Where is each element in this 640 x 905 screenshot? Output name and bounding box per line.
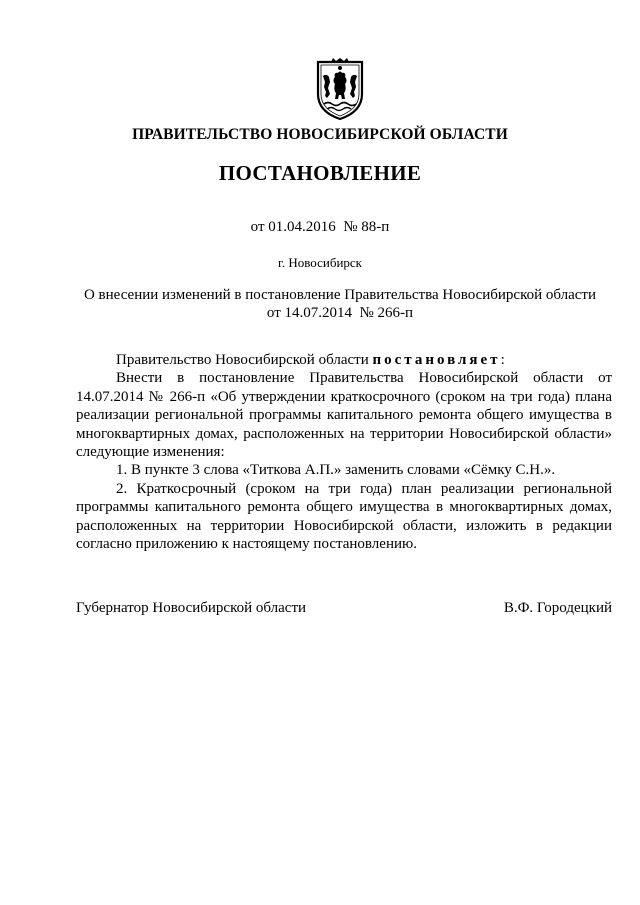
document-date-number: от 01.04.2016 № 88-п [250, 219, 390, 235]
list-item-1: 1. В пункте 3 слова «Титкова А.П.» заменить словами «Сёмку С.Н.». [116, 462, 556, 479]
document-subject [70, 286, 610, 322]
preamble [76, 351, 612, 369]
preamble-start: Правительство Новосибирской области [116, 352, 373, 368]
organization-title: ПРАВИТЕЛЬСТВО НОВОСИБИРСКОЙ ОБЛАСТИ [132, 126, 508, 143]
document-city: г. Новосибирск [277, 255, 362, 270]
document-body [76, 351, 612, 553]
decree-word: постановляет [372, 352, 501, 368]
signatory-position: Губернатор Новосибирской области [76, 600, 307, 616]
subject-line-1: О внесении изменений в постановление Правительства Новосибирской области [83, 287, 597, 303]
signatory-name: В.Ф. Городецкий [503, 600, 612, 616]
coat-of-arms-icon [314, 58, 366, 121]
signature-block [76, 600, 612, 617]
subject-line-2: от 14.07.2014 № 266-п [266, 305, 414, 321]
list-item-2: 2. Краткосрочный (сроком на три года) план реализации региональной программы капитального ремонта общего имущества в многоквартирных домах, расположенных на территории Новосибирской области, изложить в редакции согласно приложению к настоящему постановлению. [76, 480, 612, 553]
document-type-title: ПОСТАНОВЛЕНИЕ [218, 161, 422, 185]
coat-of-arms-emblem [314, 58, 366, 121]
paragraph-main: Внести в постановление Правительства Новосибирской области от 14.07.2014 № 266-п «Об утверждении краткосрочного (сроком на три года) плана реализации региональной программы капитального ремонта общего имущества в многоквартирных домах, расположенных на территории Новосибирской области» следующие изменения: [76, 370, 612, 461]
preamble-end: : [500, 352, 505, 368]
